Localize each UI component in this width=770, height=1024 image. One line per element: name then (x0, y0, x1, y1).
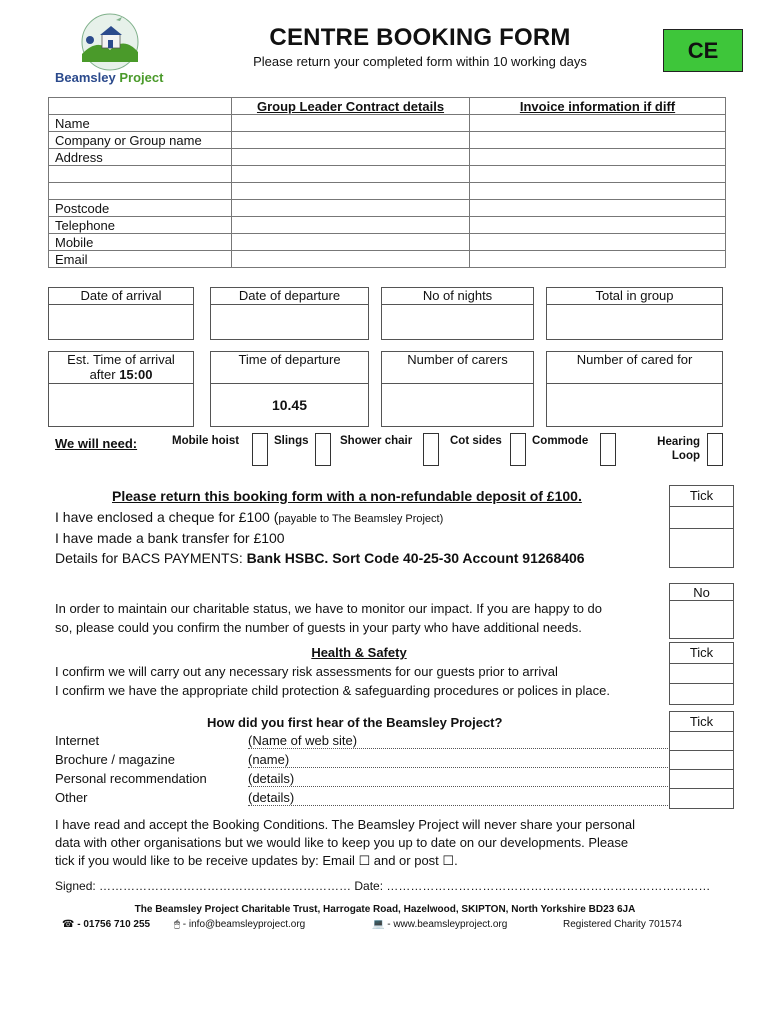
contract-field[interactable] (232, 217, 470, 234)
consent-line1: I have read and accept the Booking Conditions. The Beamsley Project will never share your personal (55, 817, 636, 832)
contract-field[interactable] (232, 183, 470, 200)
hear-detail-field[interactable]: (details) (248, 790, 668, 806)
commode-label: Commode (532, 435, 589, 447)
contract-field[interactable] (232, 132, 470, 149)
no-of-nights-label: No of nights (381, 287, 534, 306)
page-subtitle: Please return your completed form within 10 working days (253, 54, 587, 69)
slings-label: Slings (274, 435, 309, 447)
bacs-details-line (55, 550, 585, 566)
invoice-field[interactable] (470, 183, 726, 200)
contact-row-label: Company or Group name (49, 132, 232, 149)
contact-row (49, 200, 726, 217)
payment-tick-header: Tick (669, 485, 734, 507)
number-cared-for-field[interactable] (546, 383, 723, 427)
footer-phone-number: - 01756 710 255 (74, 919, 151, 930)
page-title: CENTRE BOOKING FORM (269, 24, 571, 51)
contract-field[interactable] (232, 115, 470, 132)
mobile-hoist-label: Mobile hoist (172, 435, 240, 447)
contact-row (49, 183, 726, 200)
hear-heading: How did you first hear of the Beamsley Project? (207, 715, 503, 730)
hear-tick-box[interactable] (669, 788, 734, 809)
date-of-arrival-field[interactable] (48, 304, 194, 340)
impact-no-header: No (669, 583, 734, 602)
contact-header-row (49, 98, 726, 115)
consent-updates-text: tick if you would like to be receive updates by: Email (55, 853, 359, 868)
est-arrival-time-label (48, 351, 194, 385)
consent-period: . (454, 853, 458, 868)
logo-name2: Project (119, 70, 164, 85)
contact-row-label: Address (49, 149, 232, 166)
safety-tick-header: Tick (669, 642, 734, 664)
footer-address: The Beamsley Project Charitable Trust, Harrogate Road, Hazelwood, SKIPTON, North Yorkshire BD23 6JA (134, 904, 636, 915)
bank-transfer-tick-box[interactable] (669, 528, 734, 568)
hear-detail-field[interactable]: (name) (248, 752, 668, 768)
shower-chair-label: Shower chair (340, 435, 413, 447)
contact-row-label: Name (49, 115, 232, 132)
contact-row-label: Email (49, 251, 232, 268)
footer-email[interactable] (174, 919, 305, 930)
phone-icon: ☎ (62, 919, 75, 930)
safeguarding-tick-box[interactable] (669, 683, 734, 705)
contact-row (49, 251, 726, 268)
est-arrival-time-field[interactable] (48, 383, 194, 427)
post-updates-checkbox[interactable]: ☐ (442, 853, 455, 868)
bacs-prefix: Details for BACS PAYMENTS: (55, 550, 247, 566)
logo-name: Beamsley (55, 70, 116, 85)
date-of-departure-label: Date of departure (210, 287, 369, 306)
consent-line2: data with other organisations but we would like to keep you up to date on our developments. Please (55, 835, 629, 850)
hear-detail-field[interactable]: (Name of web site) (248, 733, 668, 749)
contract-field[interactable] (232, 234, 470, 251)
hear-tick-header: Tick (669, 711, 734, 733)
bacs-bank-details: Bank HSBC. Sort Code 40-25-30 Account 91268406 (246, 550, 585, 566)
number-of-carers-label: Number of carers (381, 351, 534, 385)
footer-charity-number: Registered Charity 701574 (563, 919, 682, 930)
risk-assessment-line: I confirm we will carry out any necessary risk assessments for our guests prior to arrival (55, 664, 558, 679)
cot-sides-checkbox[interactable] (510, 433, 526, 466)
hearing-loop-checkbox[interactable] (707, 433, 723, 466)
contact-row (49, 115, 726, 132)
contact-header-blank (49, 98, 232, 115)
hear-source: Personal recommendation (55, 771, 207, 786)
est-arrival-line2 (49, 367, 193, 382)
contact-row (49, 166, 726, 183)
consent-line3 (55, 853, 458, 869)
est-arrival-time: 15:00 (119, 367, 153, 382)
invoice-info-header: Invoice information if diff (470, 98, 726, 115)
ce-badge: CE (663, 29, 743, 72)
cheque-line (55, 509, 443, 525)
hearing-loop-line2: Loop (671, 450, 700, 462)
contact-row (49, 217, 726, 234)
cheque-payable-text: payable to The Beamsley Project) (278, 513, 444, 525)
contact-row-label (49, 183, 232, 200)
contact-row (49, 132, 726, 149)
contact-row-label: Postcode (49, 200, 232, 217)
shower-chair-checkbox[interactable] (423, 433, 439, 466)
invoice-field[interactable] (470, 217, 726, 234)
contract-field[interactable] (232, 200, 470, 217)
hear-source: Internet (55, 733, 100, 748)
slings-checkbox[interactable] (315, 433, 331, 466)
invoice-field[interactable] (470, 166, 726, 183)
contact-row (49, 234, 726, 251)
risk-assessment-tick-box[interactable] (669, 663, 734, 685)
contract-field[interactable] (232, 251, 470, 268)
time-of-departure-field[interactable]: 10.45 (210, 383, 369, 427)
safeguarding-line: I confirm we have the appropriate child protection & safeguarding procedures or polices in place. (55, 683, 610, 698)
commode-checkbox[interactable] (600, 433, 616, 466)
contract-field[interactable] (232, 166, 470, 183)
est-arrival-line1: Est. Time of arrival (67, 352, 175, 367)
impact-text-line1: In order to maintain our charitable status, we have to monitor our impact. If you are happy to do (55, 601, 603, 616)
bank-transfer-line: I have made a bank transfer for £100 (55, 530, 285, 546)
invoice-field[interactable] (470, 234, 726, 251)
impact-number-box[interactable] (669, 600, 734, 639)
hear-tick-box[interactable] (669, 769, 734, 790)
cot-sides-label: Cot sides (450, 435, 502, 447)
date-of-arrival-label: Date of arrival (48, 287, 194, 306)
deposit-heading: Please return this booking form with a non-refundable deposit of £100. (112, 488, 582, 504)
total-in-group-label: Total in group (546, 287, 723, 306)
contract-details-header: Group Leader Contract details (232, 98, 470, 115)
contact-row (49, 149, 726, 166)
hear-source: Other (55, 790, 88, 805)
contact-row-label: Telephone (49, 217, 232, 234)
signature-date-line[interactable]: Signed: ……………………………………………………… Date: ……………………………………………………………………… (55, 879, 710, 893)
footer-phone (62, 919, 150, 930)
we-will-need-label: We will need: (55, 436, 138, 451)
time-of-departure-label: Time of departure (210, 351, 369, 385)
date-of-departure-field[interactable] (210, 304, 369, 340)
consent-and-post-text: and or post (370, 853, 443, 868)
invoice-field[interactable] (470, 251, 726, 268)
contract-field[interactable] (232, 149, 470, 166)
contact-row-label: Mobile (49, 234, 232, 251)
health-safety-heading: Health & Safety (311, 645, 407, 660)
hear-detail-field[interactable]: (details) (248, 771, 668, 787)
total-in-group-field[interactable] (546, 304, 723, 340)
contact-row-label (49, 166, 232, 183)
logo-wordmark (55, 70, 163, 85)
hearing-loop-label (650, 435, 700, 463)
mobile-hoist-checkbox[interactable] (252, 433, 268, 466)
number-cared-for-label: Number of cared for (546, 351, 723, 385)
impact-text-line2: so, please could you confirm the number of guests in your party who have additional needs. (55, 620, 582, 635)
computer-icon: 💻 (372, 919, 385, 930)
footer-website: - www.beamsleyproject.org (384, 919, 508, 930)
invoice-field[interactable] (470, 200, 726, 217)
hear-tick-box[interactable] (669, 731, 734, 752)
footer-web[interactable] (372, 919, 507, 930)
number-of-carers-field[interactable] (381, 383, 534, 427)
hear-source: Brochure / magazine (55, 752, 175, 767)
invoice-field[interactable] (470, 115, 726, 132)
footer-email-address: - info@beamsleyproject.org (180, 919, 306, 930)
invoice-field[interactable] (470, 149, 726, 166)
cheque-text: I have enclosed a cheque for £100 ( (55, 509, 279, 525)
invoice-field[interactable] (470, 132, 726, 149)
email-updates-checkbox[interactable]: ☐ (358, 853, 371, 868)
hearing-loop-line1: Hearing (657, 436, 700, 448)
cheque-tick-box[interactable] (669, 506, 734, 530)
hear-tick-box[interactable] (669, 750, 734, 771)
no-of-nights-field[interactable] (381, 304, 534, 340)
mouse-icon: 🖱 (174, 919, 180, 930)
est-arrival-prefix: after (89, 367, 120, 382)
contact-table (48, 97, 726, 268)
